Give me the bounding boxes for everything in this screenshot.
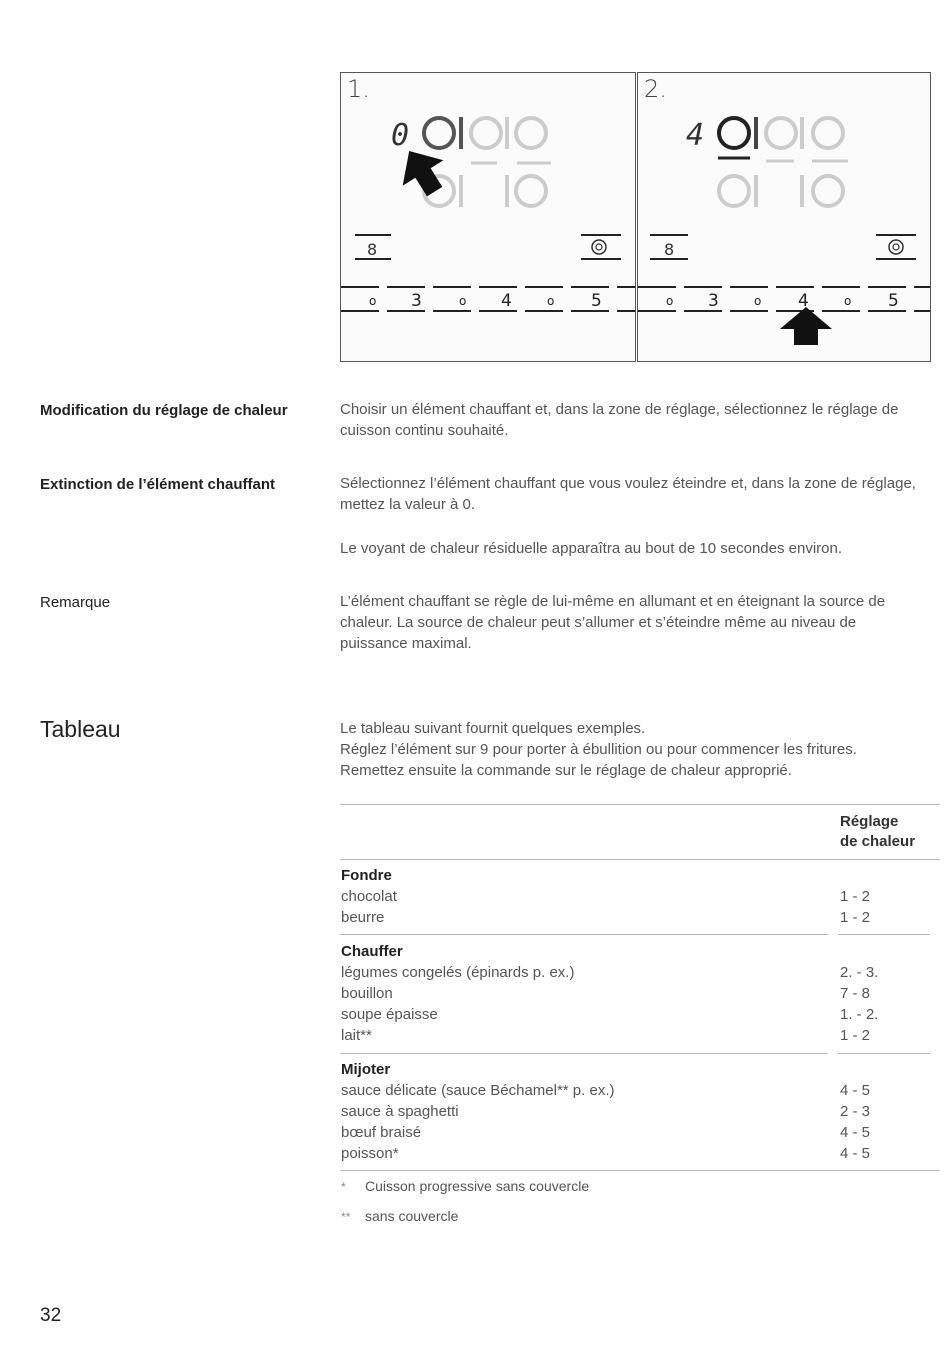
- control-panel-illustration: [340, 72, 931, 362]
- table-row-label: beurre: [341, 909, 385, 926]
- table-row-value: 4 - 5: [840, 1145, 871, 1162]
- table-row-label: poisson*: [341, 1145, 399, 1162]
- heading-remarque: Remarque: [40, 594, 111, 611]
- group-title-fondre: Fondre: [341, 867, 392, 884]
- scale-3: 3: [411, 291, 422, 311]
- panel-2-drawing: [638, 73, 931, 362]
- text-extinction-1: Sélectionnez l’élément chauffant que vous voulez éteindre et, dans la zone de réglage, mettez la valeur à 0.: [340, 475, 916, 513]
- scale-4: 4: [798, 291, 809, 311]
- display-digit: 0: [391, 118, 410, 153]
- table-row-value: 1 - 2: [840, 909, 871, 926]
- table-row-value: 1. - 2.: [840, 1006, 879, 1023]
- panel-step-2: [637, 72, 931, 362]
- table-row-label: sauce à spaghetti: [341, 1103, 459, 1120]
- panel-step-1: [340, 72, 636, 362]
- residual-heat-icon: [581, 235, 621, 259]
- table-bottom-rule: [340, 1170, 940, 1171]
- scale-4: 4: [501, 291, 512, 311]
- panel-1-drawing: [341, 73, 636, 362]
- group-title-chauffer: Chauffer: [341, 943, 403, 960]
- group-divider: [838, 934, 930, 935]
- group-divider: [340, 1053, 828, 1054]
- table-row-label: soupe épaisse: [341, 1006, 438, 1023]
- group-divider: [340, 934, 828, 935]
- svg-text:o: o: [547, 294, 555, 308]
- scale-5: 5: [591, 291, 602, 311]
- step-number: 2.: [644, 75, 667, 103]
- display-digit: 4: [686, 118, 705, 153]
- table-row-value: 2. - 3.: [840, 964, 879, 981]
- text-extinction-2: Le voyant de chaleur résiduelle apparaîtra au bout de 10 secondes environ.: [340, 540, 843, 557]
- text-tableau-1: Le tableau suivant fournit quelques exemples.: [340, 720, 646, 737]
- svg-text:8: 8: [367, 240, 378, 259]
- footnote-2: [341, 1208, 458, 1224]
- svg-text:o: o: [459, 294, 467, 308]
- table-row-label: lait**: [341, 1027, 372, 1044]
- table-row-value: 4 - 5: [840, 1124, 871, 1141]
- table-row-label: bœuf braisé: [341, 1124, 422, 1141]
- footnote-mark: **: [341, 1210, 351, 1224]
- column-header-line-1: Réglage: [840, 813, 899, 830]
- column-header: [840, 812, 915, 852]
- table-row-label: sauce délicate (sauce Béchamel** p. ex.): [341, 1082, 615, 1099]
- heading-extinction: Extinction de l’élément chauffant: [40, 476, 276, 493]
- footnote-text: Cuisson progressive sans couvercle: [365, 1178, 590, 1194]
- table-row-label: bouillon: [341, 985, 393, 1002]
- heating-zone-symbols: [424, 117, 551, 207]
- table-top-rule: [340, 804, 940, 805]
- text-tableau-2: Réglez l’élément sur 9 pour porter à ébullition ou pour commencer les fritures.: [340, 741, 857, 758]
- svg-text:o: o: [844, 294, 852, 308]
- table-header-rule: [340, 859, 940, 860]
- heading-modification: Modification du réglage de chaleur: [40, 402, 288, 419]
- svg-text:o: o: [369, 294, 377, 308]
- scale-5: 5: [888, 291, 899, 311]
- table-row-value: 1 - 2: [840, 1027, 871, 1044]
- timer-icon: [650, 235, 688, 259]
- arrow-up-icon: [780, 307, 832, 345]
- step-number: 1.: [347, 75, 370, 103]
- text-tableau-3: Remettez ensuite la commande sur le réglage de chaleur approprié.: [340, 762, 792, 779]
- svg-text:o: o: [666, 294, 674, 308]
- timer-icon: [355, 235, 391, 259]
- table-row-label: chocolat: [341, 888, 397, 905]
- group-title-mijoter: Mijoter: [341, 1061, 391, 1078]
- table-row-value: 2 - 3: [840, 1103, 871, 1120]
- power-scale: [638, 287, 931, 311]
- heating-zone-symbols: [718, 117, 848, 207]
- column-header-line-2: de chaleur: [840, 833, 916, 850]
- text-remarque: L’élément chauffant se règle de lui-même en allumant et en éteignant la source de chaleur. La source de chaleur peut s’allumer et s’éteindre même au niveau de puissance maximal.: [340, 593, 886, 652]
- svg-text:8: 8: [664, 240, 675, 259]
- residual-heat-icon: [876, 235, 916, 259]
- group-divider: [838, 1053, 930, 1054]
- power-scale: [341, 287, 636, 311]
- page-number: 32: [40, 1305, 62, 1326]
- table-row-label: légumes congelés (épinards p. ex.): [341, 964, 575, 981]
- scale-3: 3: [708, 291, 719, 311]
- text-modification: Choisir un élément chauffant et, dans la zone de réglage, sélectionnez le réglage de cuisson continu souhaité.: [340, 401, 899, 439]
- table-row-value: 1 - 2: [840, 888, 871, 905]
- table-row-value: 7 - 8: [840, 985, 871, 1002]
- footnote-mark: *: [341, 1180, 346, 1194]
- footnote-text: sans couvercle: [365, 1208, 459, 1224]
- table-row-value: 4 - 5: [840, 1082, 871, 1099]
- svg-text:o: o: [754, 294, 762, 308]
- heading-tableau: Tableau: [40, 716, 121, 742]
- footnote-1: [341, 1178, 589, 1194]
